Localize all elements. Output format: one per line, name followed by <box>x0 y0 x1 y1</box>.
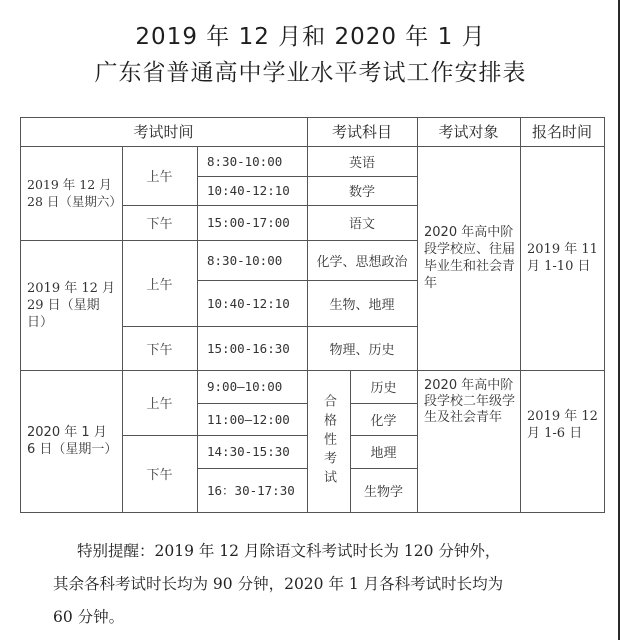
subject-cell: 英语 <box>348 155 375 171</box>
subject-cell: 化学、思想政治 <box>316 254 408 270</box>
subject-cell: 化学 <box>370 413 397 429</box>
subject-cell: 生物学 <box>363 484 403 500</box>
period-cell: 上午 <box>146 397 173 412</box>
subject-cell: 数学 <box>348 185 375 200</box>
time-cell: 16：30-17:30 <box>207 483 295 498</box>
subject-cell: 物理、历史 <box>329 342 395 358</box>
time-cell: 9:00—10:00 <box>207 379 283 394</box>
table-border-right <box>604 117 605 513</box>
note-line-2: 其余各科考试时长均为 90 分钟，2020 年 1 月各科考试时长均为 <box>53 575 504 593</box>
note-line-1: 特别提醒：2019 年 12 月除语文科考试时长为 120 分钟外， <box>77 542 501 560</box>
header-target: 考试对象 <box>438 123 499 141</box>
subject-category-cell: 合格性考试 <box>321 393 336 489</box>
date-cell: 2019 年 12 月 29 日（星期日） <box>27 280 116 330</box>
period-cell: 上午 <box>146 170 173 185</box>
time-cell: 14:30-15:30 <box>207 444 290 459</box>
registration-cell: 2019 年 12 月 1-6 日 <box>527 409 598 441</box>
header-exam-time: 考试时间 <box>133 123 194 141</box>
target-cell: 2020 年高中阶段学校应、往届毕业生和社会青年 <box>424 225 516 291</box>
time-cell: 10:40-12:10 <box>207 295 290 311</box>
subject-cell: 历史 <box>370 381 397 396</box>
time-cell: 15:00-16:30 <box>207 340 290 356</box>
date-cell: 2020 年 1 月 6 日（星期一） <box>27 425 118 457</box>
subject-cell: 语文 <box>348 217 375 232</box>
subject-cell: 地理 <box>370 446 397 461</box>
note-line-3: 60 分钟。 <box>53 608 125 626</box>
period-cell: 下午 <box>146 342 173 358</box>
date-cell: 2019 年 12 月 28 日（星期六） <box>27 177 122 209</box>
registration-cell: 2019 年 11 月 1-10 日 <box>527 242 598 274</box>
period-cell: 上午 <box>146 277 173 293</box>
time-cell: 8:30-10:00 <box>207 153 283 169</box>
subject-cell: 生物、地理 <box>329 297 395 313</box>
time-cell: 10:40-12:10 <box>207 183 290 198</box>
period-cell: 下午 <box>146 468 173 483</box>
time-cell: 15:00-17:00 <box>207 215 290 230</box>
table-border-bottom <box>20 512 605 513</box>
time-cell: 8:30-10:00 <box>207 252 283 268</box>
special-reminder-note <box>45 535 565 634</box>
document-title-line1: 2019 年 12 月和 2020 年 1 月 <box>135 24 486 50</box>
time-cell: 11:00—12:00 <box>207 411 290 427</box>
header-registration: 报名时间 <box>531 123 592 141</box>
period-cell: 下午 <box>146 217 173 232</box>
header-subject: 考试科目 <box>331 123 392 141</box>
document-title-line2: 广东省普通高中学业水平考试工作安排表 <box>94 60 527 86</box>
target-cell: 2020 年高中阶段学校二年级学生及社会青年 <box>424 378 516 425</box>
